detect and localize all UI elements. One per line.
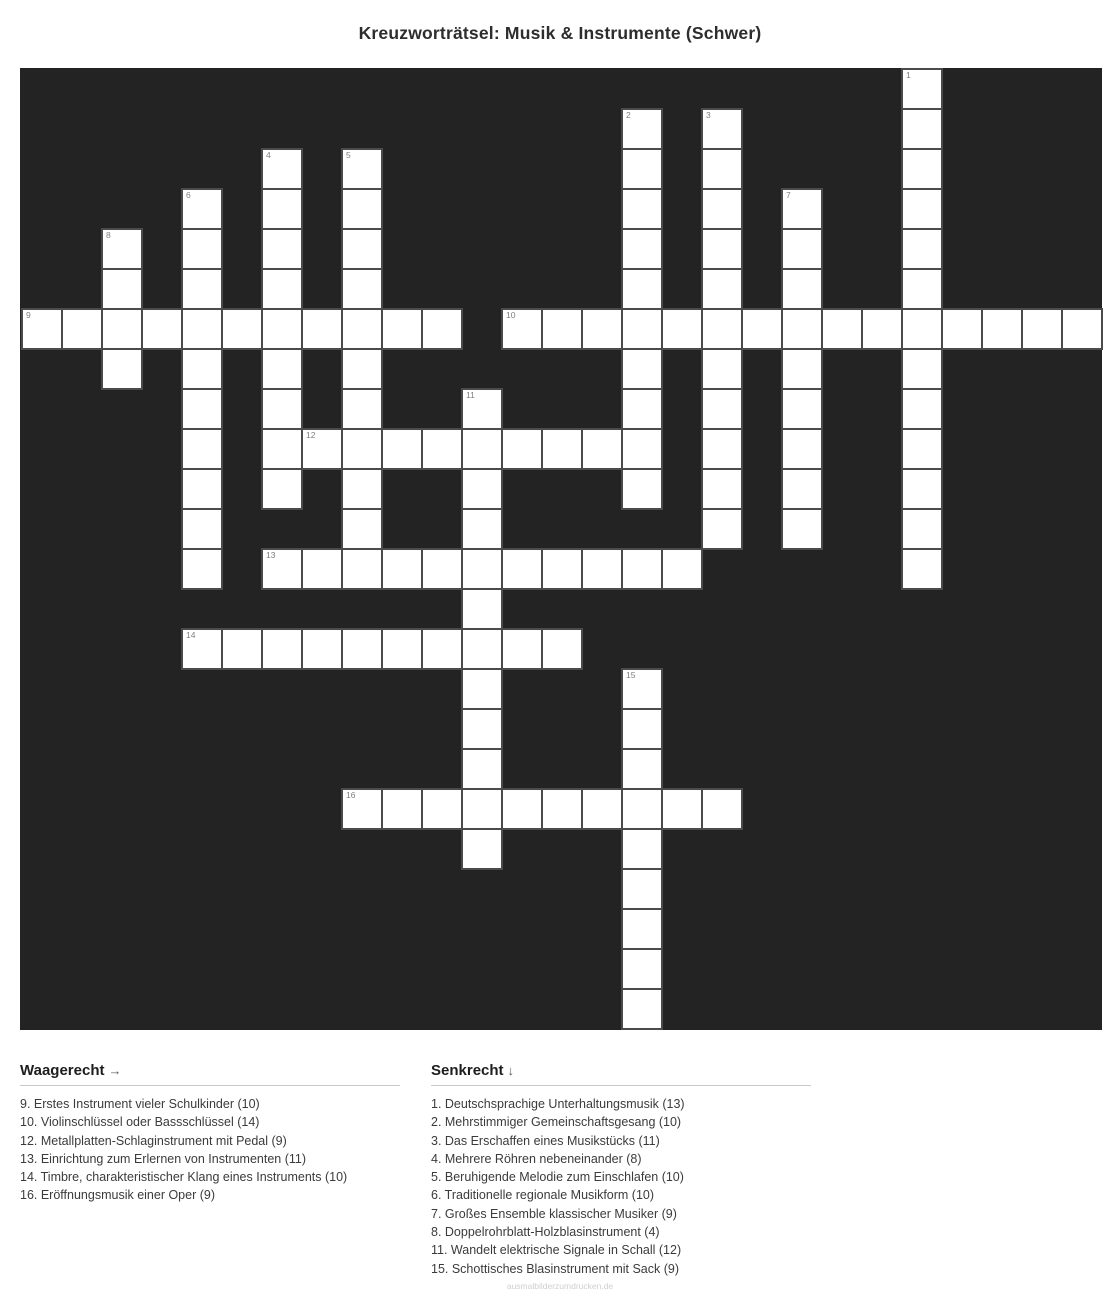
grid-cell[interactable] — [181, 348, 223, 390]
across-clues-section — [20, 1062, 400, 1205]
across-heading — [20, 1062, 400, 1086]
down-heading — [431, 1062, 811, 1086]
cell-number: 4 — [266, 150, 271, 160]
grid-cell[interactable] — [781, 228, 823, 270]
grid-cell[interactable] — [461, 628, 503, 670]
grid-cell[interactable] — [341, 228, 383, 270]
grid-cell[interactable] — [541, 428, 583, 470]
grid-cell[interactable] — [901, 108, 943, 150]
grid-cell[interactable] — [581, 788, 623, 830]
grid-cell[interactable] — [301, 428, 343, 470]
grid-cell[interactable] — [901, 388, 943, 430]
grid-cell[interactable] — [621, 348, 663, 390]
page-title: Kreuzworträtsel: Musik & Instrumente (Schwer) — [358, 23, 762, 43]
grid-cell[interactable] — [821, 308, 863, 350]
cell-number: 11 — [466, 390, 475, 400]
grid-cell[interactable] — [461, 708, 503, 750]
clue-item: 7. Großes Ensemble klassischer Musiker (9) — [431, 1206, 677, 1221]
grid-cell[interactable] — [181, 188, 223, 230]
grid-cell[interactable] — [781, 468, 823, 510]
grid-cell[interactable] — [501, 628, 543, 670]
grid-cell[interactable] — [781, 428, 823, 470]
grid-cell[interactable] — [341, 148, 383, 190]
right-arrow-icon: → — [108, 1063, 122, 1078]
grid-cell[interactable] — [421, 308, 463, 350]
grid-cell[interactable] — [621, 988, 663, 1030]
grid-cell[interactable] — [341, 548, 383, 590]
grid-cell[interactable] — [461, 548, 503, 590]
grid-cell[interactable] — [741, 308, 783, 350]
clue-item: 11. Wandelt elektrische Signale in Schall (12) — [431, 1243, 682, 1258]
grid-cell[interactable] — [381, 628, 423, 670]
cell-number: 3 — [706, 110, 711, 120]
clue-item: 13. Einrichtung zum Erlernen von Instrumenten (11) — [20, 1151, 307, 1166]
grid-cell[interactable] — [341, 308, 383, 350]
clue-item: 5. Beruhigende Melodie zum Einschlafen (10) — [431, 1170, 684, 1185]
grid-cell[interactable] — [621, 108, 663, 150]
grid-cell[interactable] — [781, 188, 823, 230]
grid-cell[interactable] — [901, 508, 943, 550]
grid-cell[interactable] — [581, 548, 623, 590]
grid-cell[interactable] — [701, 348, 743, 390]
grid-cell[interactable] — [341, 348, 383, 390]
grid-cell[interactable] — [621, 908, 663, 950]
grid-cell[interactable] — [621, 708, 663, 750]
cell-number: 6 — [186, 190, 191, 200]
grid-cell[interactable] — [261, 388, 303, 430]
grid-cell[interactable] — [541, 308, 583, 350]
grid-cell[interactable] — [621, 828, 663, 870]
cell-number: 16 — [346, 790, 356, 800]
down-clue-list — [431, 1095, 811, 1278]
clue-item: 3. Das Erschaffen eines Musikstücks (11) — [431, 1133, 660, 1148]
grid-cell[interactable] — [701, 188, 743, 230]
grid-cell[interactable] — [701, 788, 743, 830]
clue-item: 2. Mehrstimmiger Gemeinschaftsgesang (10) — [431, 1115, 682, 1130]
grid-cell[interactable] — [381, 428, 423, 470]
grid-cell[interactable] — [301, 628, 343, 670]
grid-cell[interactable] — [181, 548, 223, 590]
grid-cell[interactable] — [781, 508, 823, 550]
cell-number: 14 — [186, 630, 196, 640]
grid-cell[interactable] — [261, 348, 303, 390]
grid-cell[interactable] — [701, 388, 743, 430]
down-arrow-icon: ↓ — [507, 1063, 515, 1078]
grid-cell[interactable] — [701, 508, 743, 550]
grid-cell[interactable] — [621, 548, 663, 590]
grid-cell[interactable] — [341, 428, 383, 470]
grid-cell[interactable] — [381, 308, 423, 350]
grid-cell[interactable] — [781, 388, 823, 430]
grid-cell[interactable] — [101, 348, 143, 390]
grid-cell[interactable] — [501, 428, 543, 470]
cell-number: 9 — [26, 310, 31, 320]
grid-cell[interactable] — [661, 548, 703, 590]
grid-cell[interactable] — [581, 428, 623, 470]
grid-cell[interactable] — [701, 468, 743, 510]
cell-number: 13 — [266, 550, 276, 560]
grid-cell[interactable] — [461, 588, 503, 630]
grid-cell[interactable] — [781, 308, 823, 350]
grid-cell[interactable] — [341, 508, 383, 550]
grid-cell[interactable] — [621, 308, 663, 350]
grid-cell[interactable] — [621, 788, 663, 830]
cell-number: 15 — [626, 670, 636, 680]
grid-cell[interactable] — [181, 388, 223, 430]
grid-cell[interactable] — [461, 788, 503, 830]
cell-number: 5 — [346, 150, 351, 160]
grid-cell[interactable] — [781, 348, 823, 390]
across-clue-list — [20, 1095, 400, 1205]
grid-cell[interactable] — [861, 308, 903, 350]
grid-cell[interactable] — [181, 228, 223, 270]
grid-cell[interactable] — [621, 868, 663, 910]
clue-item: 1. Deutschsprachige Unterhaltungsmusik (13) — [431, 1097, 685, 1111]
grid-cell[interactable] — [901, 228, 943, 270]
grid-cell[interactable] — [701, 308, 743, 350]
grid-cell[interactable] — [261, 308, 303, 350]
grid-cell[interactable] — [701, 268, 743, 310]
grid-cell[interactable] — [261, 268, 303, 310]
grid-cell[interactable] — [501, 548, 543, 590]
clue-item: 16. Eröffnungsmusik einer Oper (9) — [20, 1188, 216, 1203]
grid-cell[interactable] — [461, 748, 503, 790]
grid-cell[interactable] — [701, 428, 743, 470]
grid-cell[interactable] — [901, 468, 943, 510]
grid-cell[interactable] — [621, 228, 663, 270]
grid-cell[interactable] — [901, 308, 943, 350]
grid-cell[interactable] — [421, 548, 463, 590]
grid-cell[interactable] — [181, 508, 223, 550]
grid-cell[interactable] — [181, 308, 223, 350]
down-clues-section — [431, 1062, 811, 1278]
grid-cell[interactable] — [421, 428, 463, 470]
grid-cell[interactable] — [341, 268, 383, 310]
grid-cell[interactable] — [101, 308, 143, 350]
grid-cell[interactable] — [301, 548, 343, 590]
cell-number: 8 — [106, 230, 111, 240]
clue-item: 6. Traditionelle regionale Musikform (10) — [431, 1188, 655, 1203]
grid-cell[interactable] — [621, 468, 663, 510]
grid-cell[interactable] — [661, 308, 703, 350]
grid-cell[interactable] — [261, 428, 303, 470]
grid-cell[interactable] — [181, 468, 223, 510]
grid-cell[interactable] — [621, 948, 663, 990]
grid-cell[interactable] — [461, 668, 503, 710]
grid-cell[interactable] — [501, 788, 543, 830]
cell-number: 7 — [786, 190, 791, 200]
grid-cell[interactable] — [261, 188, 303, 230]
grid-cell[interactable] — [621, 268, 663, 310]
grid-cell[interactable] — [981, 308, 1023, 350]
clue-item: 4. Mehrere Röhren nebeneinander (8) — [431, 1151, 642, 1166]
clue-item: 8. Doppelrohrblatt-Holzblasinstrument (4) — [431, 1225, 660, 1240]
grid-cell[interactable] — [1061, 308, 1103, 350]
grid-cell[interactable] — [261, 468, 303, 510]
grid-cell[interactable] — [1021, 308, 1063, 350]
grid-cell[interactable] — [421, 628, 463, 670]
grid-cell[interactable] — [901, 68, 943, 110]
grid-cell[interactable] — [541, 788, 583, 830]
grid-cell[interactable] — [621, 188, 663, 230]
grid-cell[interactable] — [101, 228, 143, 270]
grid-cell[interactable] — [181, 428, 223, 470]
grid-cell[interactable] — [261, 228, 303, 270]
grid-cell[interactable] — [21, 308, 63, 350]
grid-cell[interactable] — [341, 628, 383, 670]
grid-cell[interactable] — [621, 388, 663, 430]
grid-cell[interactable] — [421, 788, 463, 830]
grid-cell[interactable] — [701, 148, 743, 190]
clue-item: 9. Erstes Instrument vieler Schulkinder (10) — [20, 1097, 260, 1111]
grid-cell[interactable] — [901, 548, 943, 590]
grid-cell[interactable] — [261, 628, 303, 670]
cell-number: 10 — [506, 310, 516, 320]
grid-cell[interactable] — [621, 148, 663, 190]
grid-cell[interactable] — [581, 308, 623, 350]
grid-cell[interactable] — [221, 308, 263, 350]
clue-item: 15. Schottisches Blasinstrument mit Sack (9) — [431, 1261, 680, 1276]
grid-cell[interactable] — [61, 308, 103, 350]
grid-cell[interactable] — [221, 628, 263, 670]
grid-cell[interactable] — [181, 268, 223, 310]
grid-cell[interactable] — [941, 308, 983, 350]
grid-cell[interactable] — [461, 468, 503, 510]
grid-cell[interactable] — [541, 628, 583, 670]
grid-cell[interactable] — [621, 668, 663, 710]
grid-cell[interactable] — [341, 188, 383, 230]
grid-cell[interactable] — [661, 788, 703, 830]
grid-cell[interactable] — [101, 268, 143, 310]
grid-cell[interactable] — [901, 268, 943, 310]
cell-number: 1 — [906, 70, 911, 80]
grid-cell[interactable] — [341, 788, 383, 830]
grid-cell[interactable] — [461, 828, 503, 870]
grid-cell[interactable] — [381, 548, 423, 590]
grid-cell[interactable] — [701, 108, 743, 150]
grid-cell[interactable] — [461, 508, 503, 550]
grid-cell[interactable] — [181, 628, 223, 670]
grid-cell[interactable] — [901, 348, 943, 390]
grid-cell[interactable] — [461, 428, 503, 470]
grid-cell[interactable] — [901, 148, 943, 190]
grid-cell[interactable] — [261, 148, 303, 190]
footer-credit: ausmalbilderzumdrucken.de — [506, 1281, 614, 1291]
down-heading-label: Senkrecht — [431, 1062, 504, 1079]
grid-cell[interactable] — [781, 268, 823, 310]
grid-cell[interactable] — [381, 788, 423, 830]
grid-cell[interactable] — [461, 388, 503, 430]
grid-cell[interactable] — [341, 468, 383, 510]
cell-number: 12 — [306, 430, 316, 440]
clue-item: 12. Metallplatten-Schlaginstrument mit Pedal (9) — [20, 1133, 287, 1148]
clue-item: 10. Violinschlüssel oder Bassschlüssel (14) — [20, 1115, 260, 1130]
grid-cell[interactable] — [301, 308, 343, 350]
across-heading-label: Waagerecht — [20, 1062, 105, 1079]
grid-cell[interactable] — [621, 748, 663, 790]
grid-cell[interactable] — [901, 188, 943, 230]
clue-item: 14. Timbre, charakteristischer Klang eines Instruments (10) — [20, 1170, 348, 1185]
grid-cell[interactable] — [141, 308, 183, 350]
grid-cell[interactable] — [701, 228, 743, 270]
grid-cell[interactable] — [541, 548, 583, 590]
grid-cell[interactable] — [261, 548, 303, 590]
crossword-grid — [20, 68, 1102, 1030]
grid-cell[interactable] — [621, 428, 663, 470]
grid-cell[interactable] — [341, 388, 383, 430]
grid-cell[interactable] — [501, 308, 543, 350]
grid-cell[interactable] — [901, 428, 943, 470]
cell-number: 2 — [626, 110, 631, 120]
